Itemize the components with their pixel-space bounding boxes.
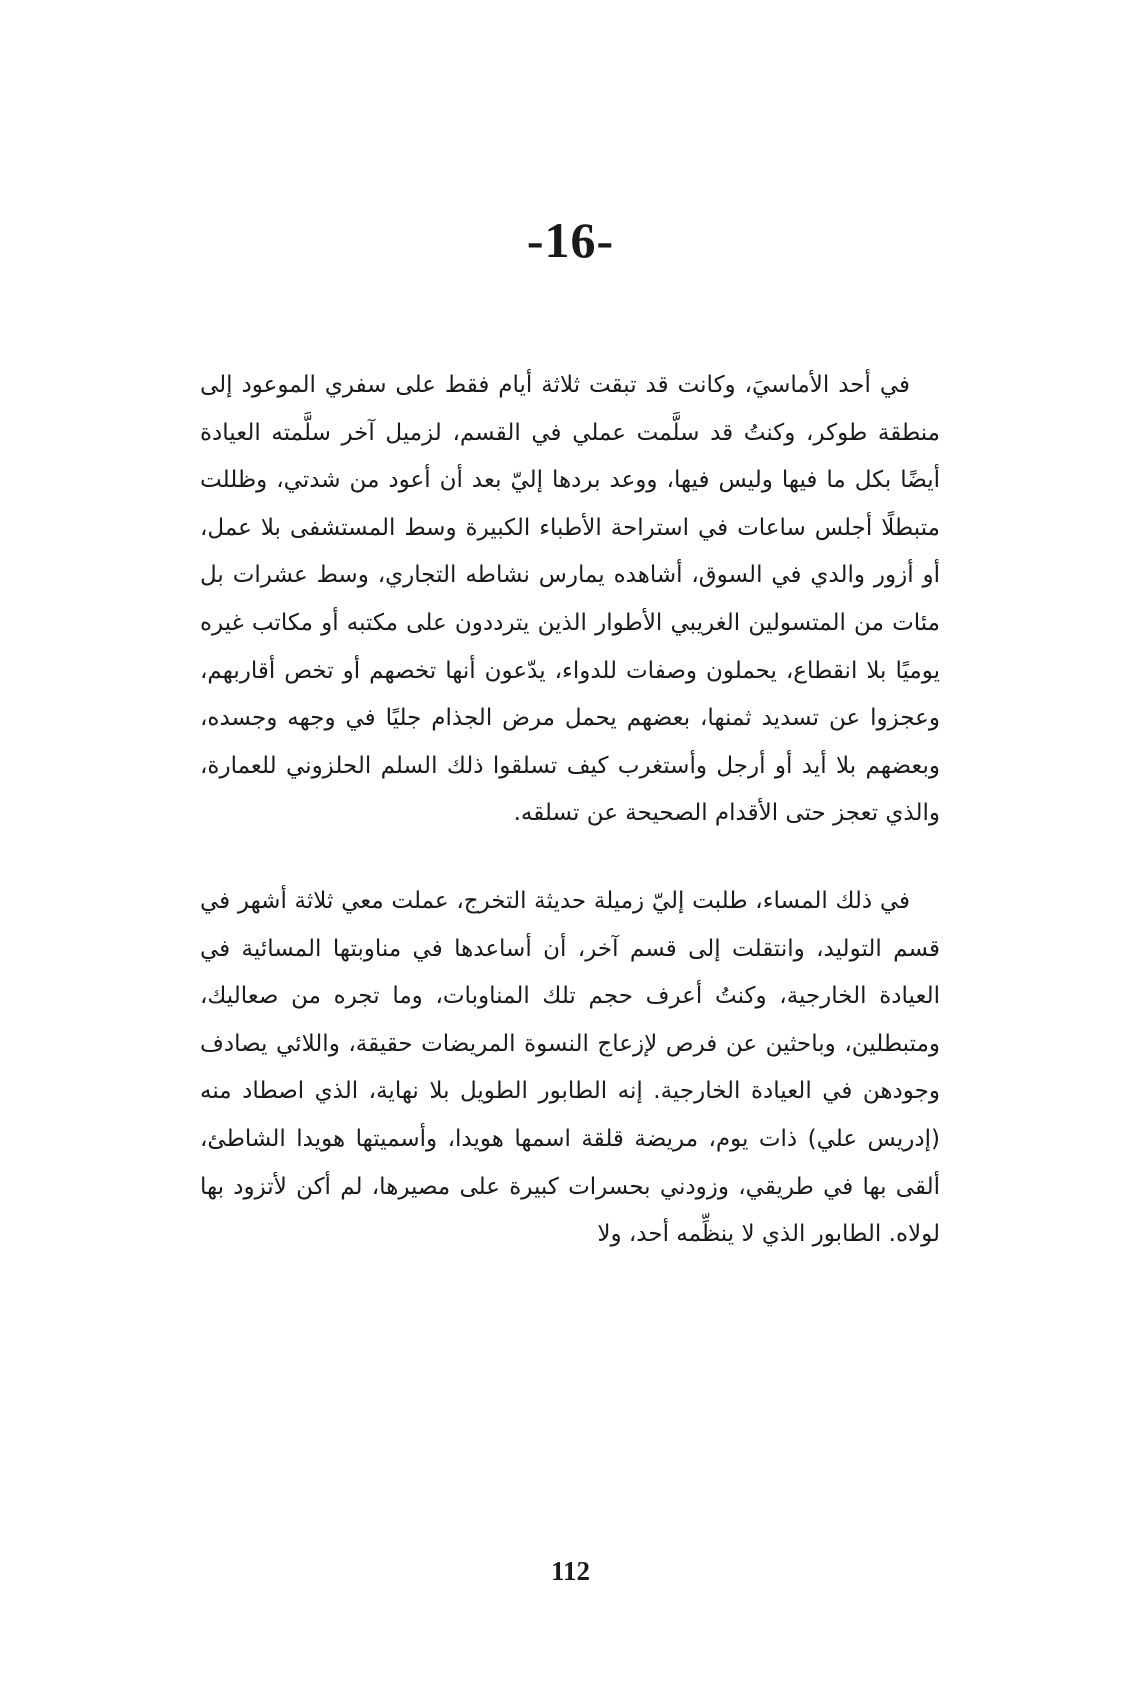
chapter-heading: -16- bbox=[526, 212, 615, 268]
paragraph-1: في أحد الأماسيَ، وكانت قد تبقت ثلاثة أيام فقط على سفري الموعود إلى منطقة طوكر، وكنتُ قد سلَّمت عملي في القسم، لزميل آخر سلَّمته العيادة أيضًا بكل ما فيها وليس فيها، ووعد بردها إليّ بعد أن أعود من شدتي، وظللت متبطلًا أجلس ساعات في استراحة الأطباء الكبيرة وسط المستشفى بلا عمل، أو أزور والدي في السوق، أشاهده يمارس نشاطه التجاري، وسط عشرات بل مئات من المتسولين الغريبي الأطوار الذين يترددون على مكتبه أو مكاتب غيره يوميًا بلا انقطاع، يحملون وصفات للدواء، يدّعون أنها تخصهم أو تخص أقاربهم، وعجزوا عن تسديد ثمنها، بعضهم يحمل مرض الجذام جليًا في وجهه وجسده، وبعضهم بلا أيد أو أرجل وأستغرب كيف تسلقوا ذلك السلم الحلزوني للعمارة، والذي تعجز حتى الأقدام الصحيحة عن تسلقه. bbox=[200, 372, 940, 827]
page-number: 112 bbox=[550, 1556, 590, 1586]
body-text bbox=[200, 362, 940, 1259]
paragraph-2: في ذلك المساء، طلبت إليّ زميلة حديثة التخرج، عملت معي ثلاثة أشهر في قسم التوليد، وانتقلت إلى قسم آخر، أن أساعدها في مناوبتها المسائية في العيادة الخارجية، وكنتُ أعرف حجم تلك المناوبات، وما تجره من صعاليك، ومتبطلين، وباحثين عن فرص لإزعاج النسوة المريضات حقيقة، واللائي يصادف وجودهن في العيادة الخارجية. إنه الطابور الطويل بلا نهاية، الذي اصطاد منه (إدريس علي) ذات يوم، مريضة قلقة اسمها هويدا، وأسميتها هويدا الشاطئ، ألقى بها في طريقي، وزودني بحسرات كبيرة على مصيرها، لم أكن لأتزود بها لولاه. الطابور الذي لا ينظِّمه أحد، ولا bbox=[200, 887, 940, 1248]
